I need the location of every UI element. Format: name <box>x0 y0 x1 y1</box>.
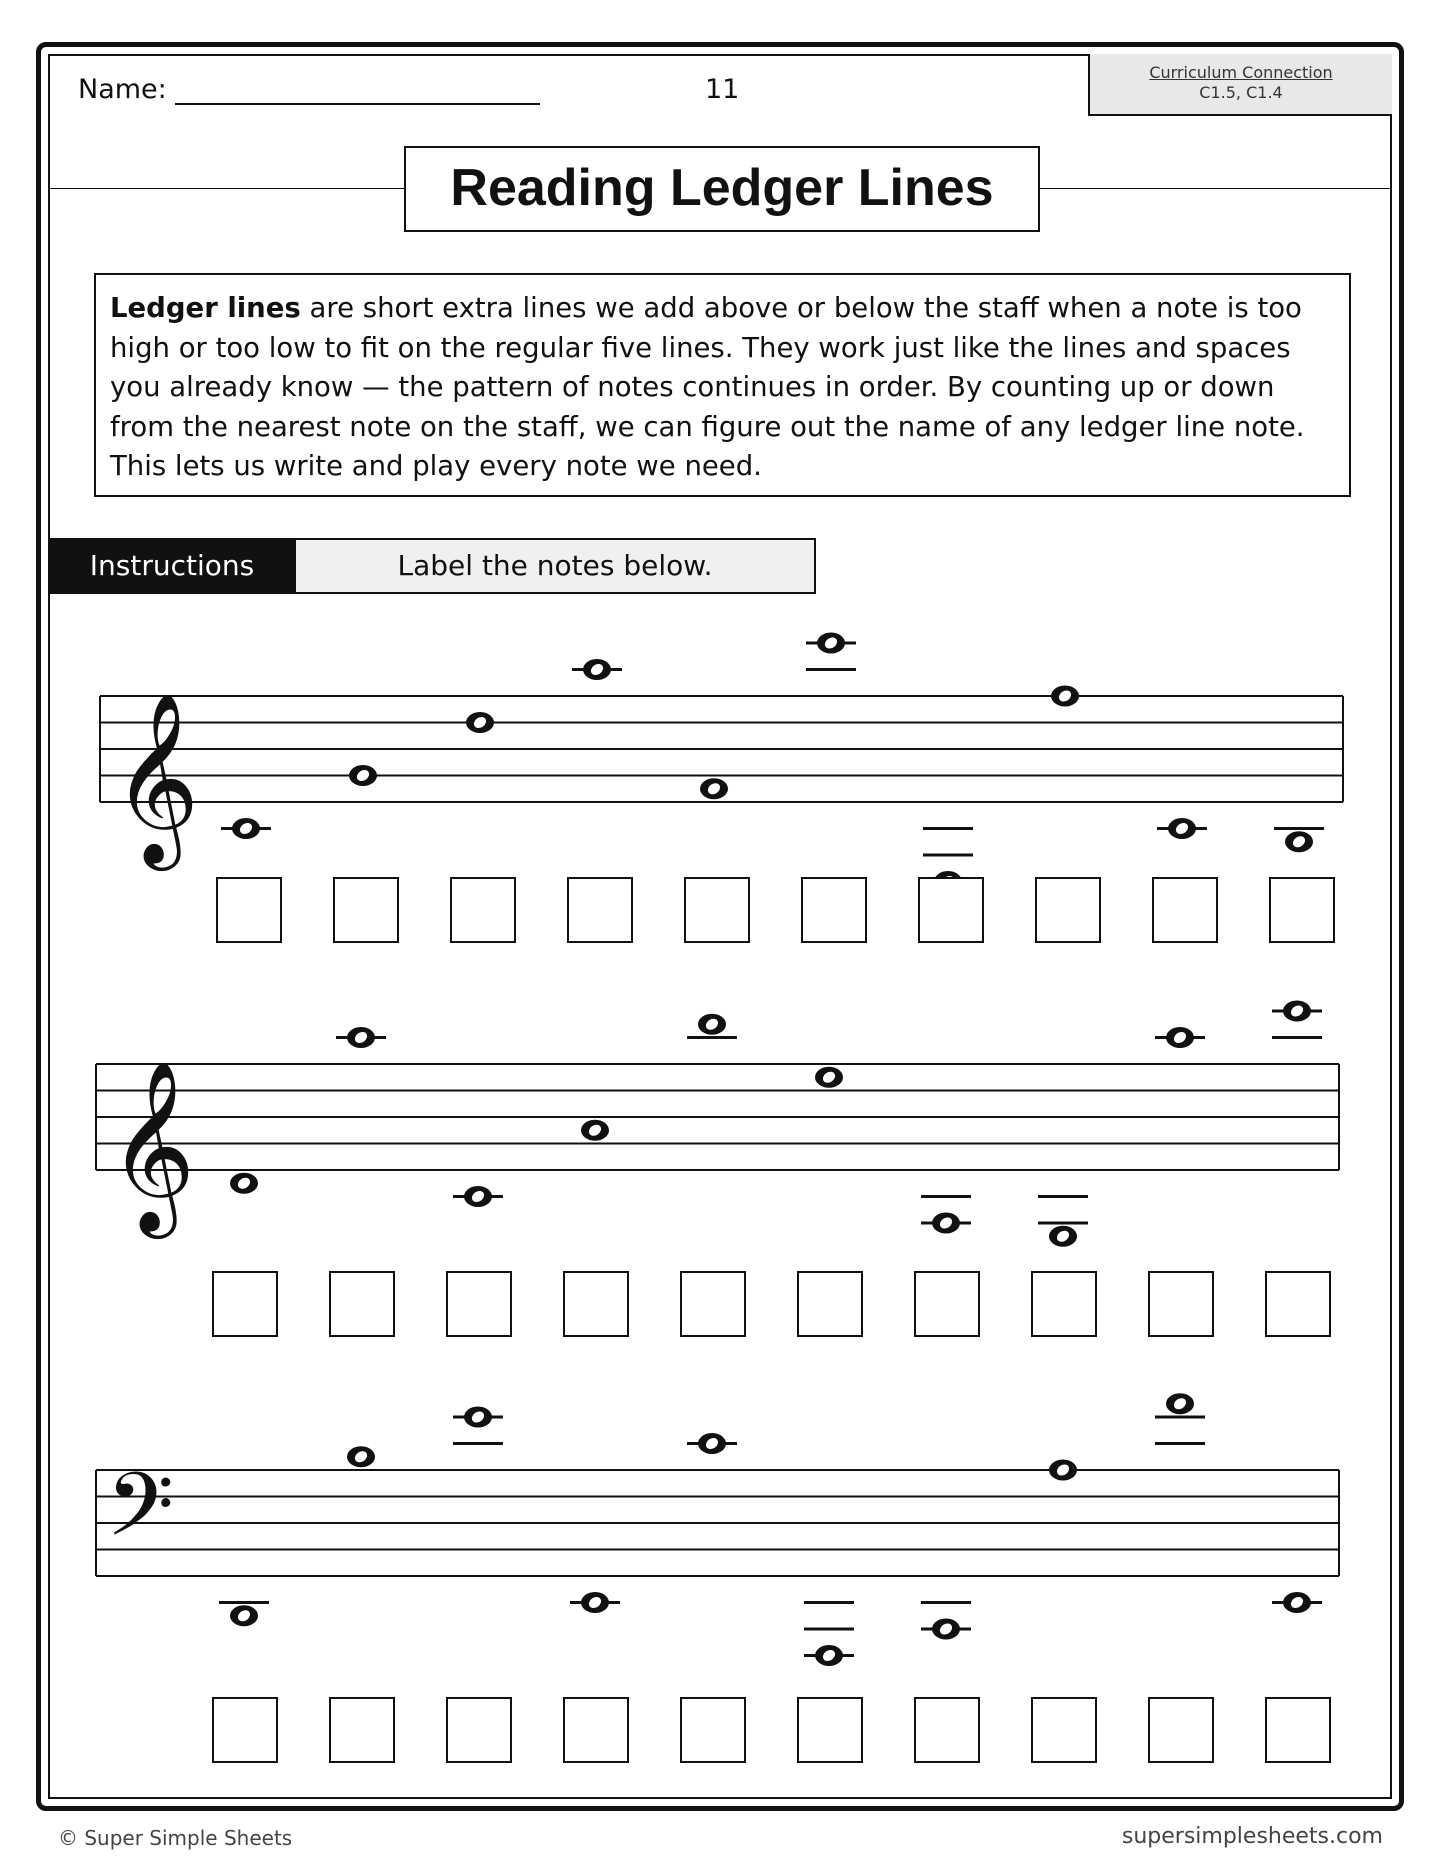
whole-note <box>453 1407 503 1444</box>
instructions-text: Label the notes below. <box>294 538 816 594</box>
answer-box[interactable] <box>1035 877 1101 943</box>
curriculum-codes: C1.5, C1.4 <box>1199 83 1283 102</box>
staff-1 <box>100 633 1343 893</box>
whole-note <box>921 1197 971 1234</box>
whole-note <box>570 1592 620 1613</box>
whole-note <box>347 1446 375 1467</box>
answer-box[interactable] <box>563 1697 629 1763</box>
answer-box[interactable] <box>914 1271 980 1337</box>
answer-box[interactable] <box>680 1271 746 1337</box>
answer-box[interactable] <box>333 877 399 943</box>
answer-box[interactable] <box>1265 1271 1331 1337</box>
answer-box[interactable] <box>1148 1697 1214 1763</box>
answer-box[interactable] <box>212 1271 278 1337</box>
answer-box[interactable] <box>567 877 633 943</box>
answer-box[interactable] <box>563 1271 629 1337</box>
footer-website: supersimplesheets.com <box>1121 1824 1383 1849</box>
whole-note <box>466 712 494 733</box>
whole-note <box>1155 1027 1205 1048</box>
whole-note <box>804 1603 854 1667</box>
whole-note <box>349 765 377 786</box>
staff-3 <box>96 1393 1339 1666</box>
answer-box[interactable] <box>1269 877 1335 943</box>
answer-box[interactable] <box>1031 1697 1097 1763</box>
whole-note <box>1274 829 1324 853</box>
answer-box[interactable] <box>914 1697 980 1763</box>
whole-note <box>1155 1393 1205 1443</box>
answer-box[interactable] <box>446 1697 512 1763</box>
whole-note <box>221 818 271 839</box>
answer-box[interactable] <box>1265 1697 1331 1763</box>
intro-bold-term: Ledger lines <box>110 292 301 324</box>
answer-box[interactable] <box>797 1697 863 1763</box>
whole-note <box>581 1120 609 1141</box>
answer-box[interactable] <box>446 1271 512 1337</box>
whole-note <box>572 659 622 680</box>
answer-box[interactable] <box>801 877 867 943</box>
whole-note <box>1272 1592 1322 1613</box>
whole-note <box>815 1067 843 1088</box>
whole-note <box>453 1186 503 1207</box>
instructions-label: Instructions <box>50 538 294 594</box>
answer-box[interactable] <box>450 877 516 943</box>
whole-note <box>1038 1197 1088 1247</box>
intro-text: are short extra lines we add above or below the staff when a note is too high or too low to fit on the regular five lines. They work just like the lines and spaces you already know — the pattern of notes continues in order. By counting up or down from the nearest note on the staff, we can figure out the name of any ledger line note. This lets us write and play every note we need. <box>110 292 1305 482</box>
whole-note <box>230 1173 258 1194</box>
answer-box[interactable] <box>918 877 984 943</box>
answer-box[interactable] <box>680 1697 746 1763</box>
whole-note <box>687 1014 737 1038</box>
staff-2 <box>96 1001 1339 1247</box>
whole-note <box>1272 1001 1322 1038</box>
whole-note <box>336 1027 386 1048</box>
whole-note <box>1051 686 1079 707</box>
whole-note <box>219 1603 269 1627</box>
answer-box[interactable] <box>684 877 750 943</box>
whole-note <box>921 1603 971 1640</box>
whole-note <box>700 778 728 799</box>
answer-box[interactable] <box>216 877 282 943</box>
page-number: 11 <box>705 74 740 105</box>
answer-box[interactable] <box>797 1271 863 1337</box>
answer-box[interactable] <box>1152 877 1218 943</box>
bass-clef-icon: 𝄢 <box>106 1454 175 1577</box>
answer-box[interactable] <box>212 1697 278 1763</box>
page-title: Reading Ledger Lines <box>404 146 1040 232</box>
treble-clef-icon: 𝄞 <box>108 1059 196 1231</box>
answer-box[interactable] <box>329 1697 395 1763</box>
whole-note <box>687 1433 737 1454</box>
whole-note <box>1049 1460 1077 1481</box>
whole-note <box>806 633 856 670</box>
whole-note <box>1157 818 1207 839</box>
answer-box[interactable] <box>1031 1271 1097 1337</box>
footer-copyright: © Super Simple Sheets <box>58 1826 293 1850</box>
answer-box[interactable] <box>1148 1271 1214 1337</box>
answer-box[interactable] <box>329 1271 395 1337</box>
name-label: Name: <box>78 74 167 105</box>
curriculum-title: Curriculum Connection <box>1149 63 1333 82</box>
treble-clef-icon: 𝄞 <box>112 691 200 863</box>
